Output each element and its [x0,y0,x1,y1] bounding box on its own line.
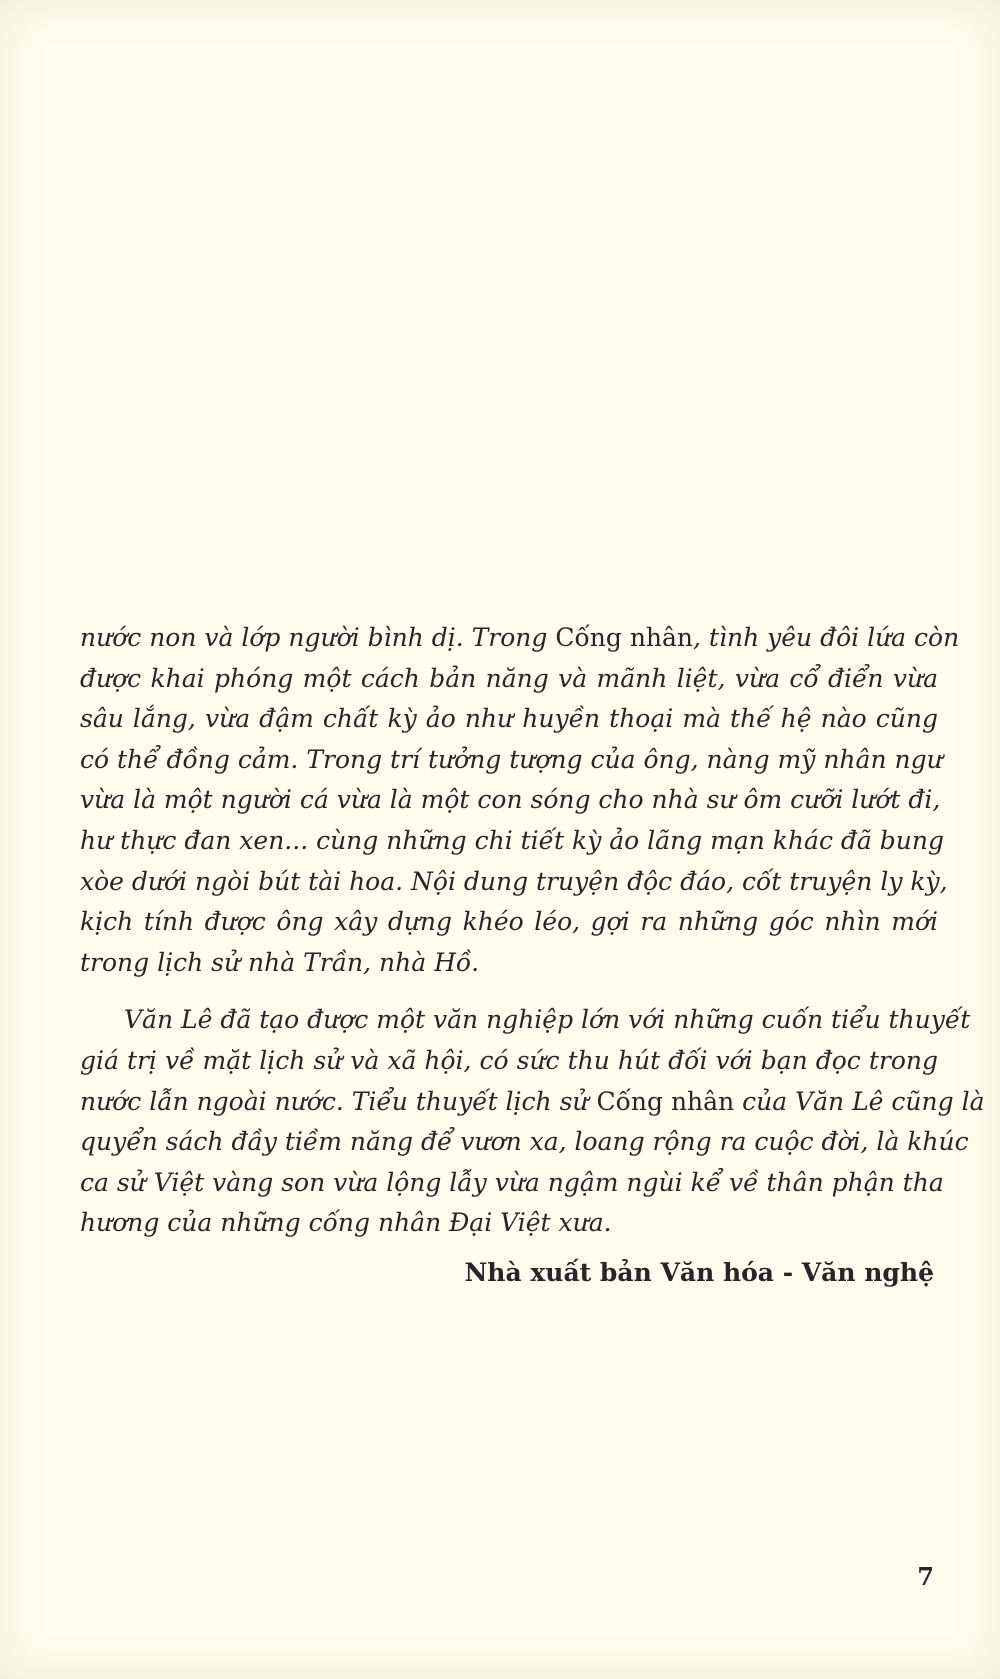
book-title-inline: Cống nhân [596,1086,735,1116]
text-line: kịch tính được ông xây dựng khéo léo, gợi ra những góc nhìn mới [80,907,938,937]
paragraph-gap [80,983,938,1000]
text-line: giá trị về mặt lịch sử và xã hội, có sức thu hút đối với bạn đọc trong [80,1045,938,1075]
text-line: trong lịch sử nhà Trần, nhà Hồ. [80,947,480,977]
text-line: Văn Lê đã tạo được một văn nghiệp lớn với những cuốn tiểu thuyết [124,1005,971,1035]
book-title-inline: Cống nhân [555,623,694,652]
text-line: nước non và lớp người bình dị. Trong Cống nhân, tình yêu đôi lứa còn [80,623,960,652]
text-line: hư thực đan xen... cùng những chi tiết kỳ ảo lãng mạn khác đã bung [80,825,944,855]
page-number: 7 [917,1562,934,1591]
publisher-signature: Nhà xuất bản Văn hóa - Văn nghệ [464,1258,934,1287]
text-line: xòe dưới ngòi bút tài hoa. Nội dung truyện độc đáo, cốt truyện ly kỳ, [80,866,948,896]
text-line: nước lẫn ngoài nước. Tiểu thuyết lịch sử Cống nhân của Văn Lê cũng là [80,1086,985,1116]
text-line: vừa là một người cá vừa là một con sóng cho nhà sư ôm cưỡi lướt đi, [80,785,941,815]
text-line: được khai phóng một cách bản năng và mãnh liệt, vừa cổ điển vừa [80,663,938,693]
text-line: ca sử Việt vàng son vừa lộng lẫy vừa ngậm ngùi kể về thân phận tha [80,1167,944,1197]
text-line: sâu lắng, vừa đậm chất kỳ ảo như huyền thoại mà thế hệ nào cũng [80,704,938,734]
text-line: hương của những cống nhân Đại Việt xưa. [80,1208,612,1238]
text-line: quyển sách đầy tiềm năng để vươn xa, loang rộng ra cuộc đời, là khúc [80,1127,969,1157]
text-line: có thể đồng cảm. Trong trí tưởng tượng của ông, nàng mỹ nhân ngư [80,744,943,774]
body-text [80,618,985,1244]
